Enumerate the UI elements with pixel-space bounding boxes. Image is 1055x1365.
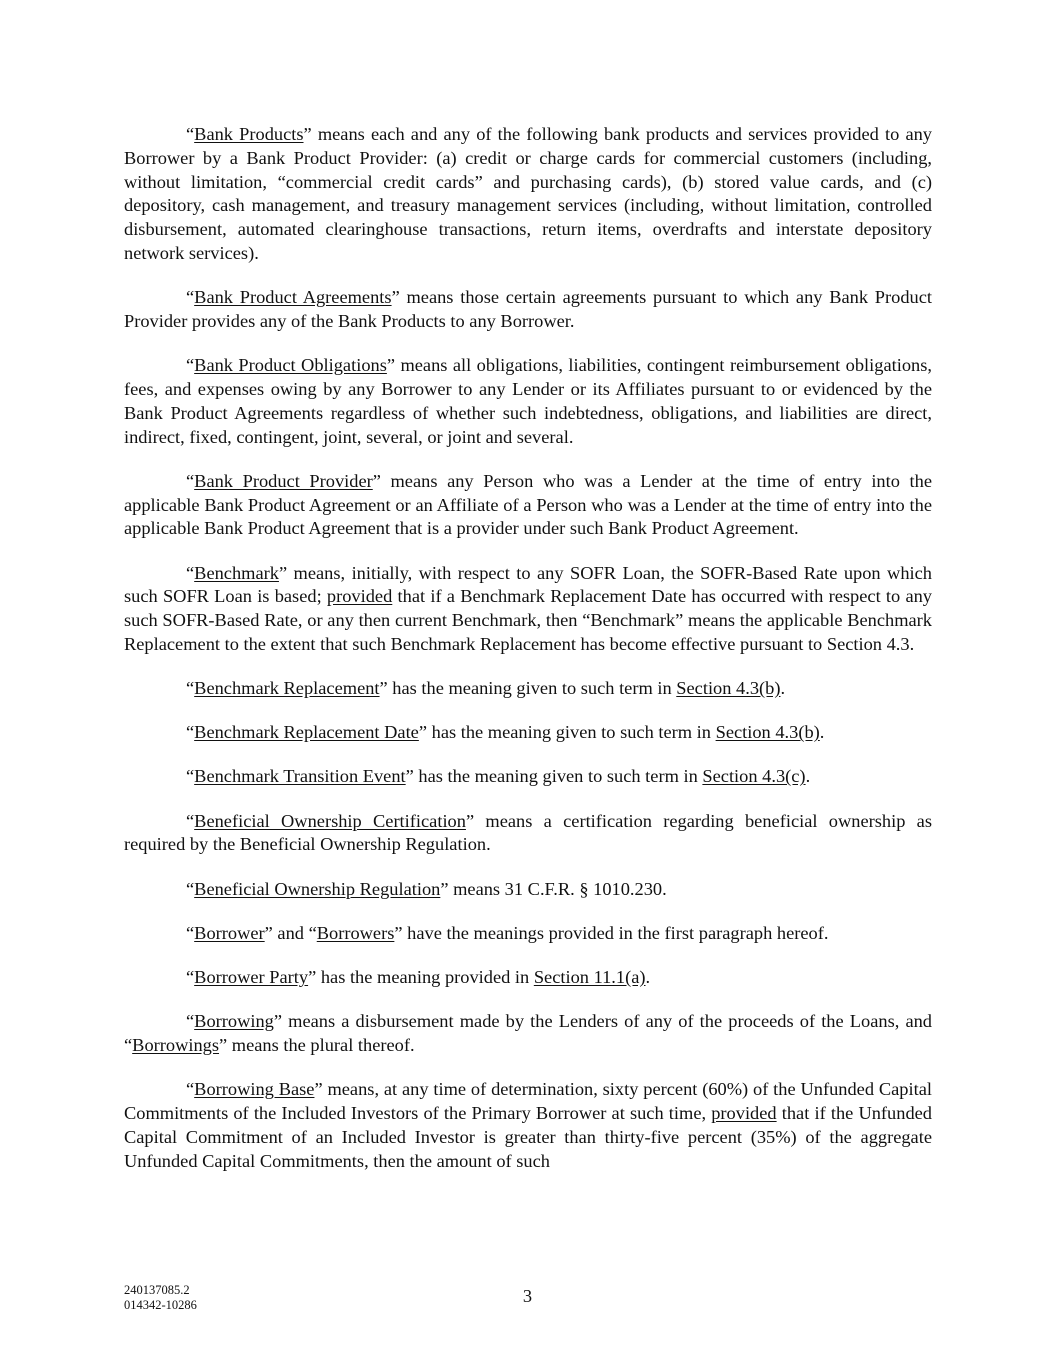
definition-beneficial-ownership-certification: “Beneficial Ownership Certification” means a certification regarding beneficial ownership as required by the Beneficial Ownership Regulation.	[124, 810, 932, 855]
page-number: 3	[522, 1286, 533, 1306]
definitions-section	[124, 123, 932, 1194]
defined-term: Beneficial Ownership Regulation	[194, 878, 441, 899]
definition-borrower: “Borrower” and “Borrowers” have the meanings provided in the first paragraph hereof.	[186, 922, 829, 943]
definition-benchmark-replacement: “Benchmark Replacement” has the meaning given to such term in Section 4.3(b).	[186, 678, 786, 699]
defined-term: Borrowing	[194, 1011, 274, 1032]
definition-bank-product-agreements: “Bank Product Agreements” means those certain agreements pursuant to which any Bank Product Provider provides any of the Bank Products to any Borrower.	[124, 287, 932, 331]
defined-term: Bank Product Agreements	[194, 287, 392, 308]
definition-benchmark: “Benchmark” means, initially, with respect to any SOFR Loan, the SOFR-Based Rate upon which such SOFR Loan is based; provided that if a Benchmark Replacement Date has occurred with respect to any such SOFR-Based Rate, or any then current Benchmark, then “Benchmark” means the applicable Benchmark Replacement to the extent that such Benchmark Replacement has become effective pursuant to Section 4.3.	[124, 562, 932, 654]
defined-term: Borrowings	[132, 1035, 220, 1055]
defined-term: Borrowers	[316, 922, 395, 943]
defined-term: Benchmark Transition Event	[194, 766, 406, 787]
definition-benchmark-transition-event: “Benchmark Transition Event” has the meaning given to such term in Section 4.3(c).	[186, 766, 811, 787]
definition-beneficial-ownership-regulation: “Beneficial Ownership Regulation” means 31 C.F.R. § 1010.230.	[186, 878, 667, 899]
defined-term: Borrower	[194, 922, 265, 943]
defined-term: Bank Products	[194, 124, 304, 144]
section-reference: Section 4.3(b)	[676, 678, 781, 699]
definition-borrowing: “Borrowing” means a disbursement made by the Lenders of any of the proceeds of the Loans, and “Borrowings” means the plural thereof.	[124, 1011, 932, 1055]
doc-number: 240137085.2	[124, 1283, 190, 1297]
definition-benchmark-replacement-date: “Benchmark Replacement Date” has the meaning given to such term in Section 4.3(b).	[186, 722, 825, 743]
defined-term: Beneficial Ownership Certification	[194, 810, 466, 831]
defined-term: Borrowing Base	[194, 1079, 315, 1100]
defined-term: Benchmark Replacement Date	[194, 722, 419, 743]
section-reference: Section 4.3(b)	[715, 722, 820, 743]
definition-borrowing-base: “Borrowing Base” means, at any time of determination, sixty percent (60%) of the Unfunded Capital Commitments of the Included Investors of the Primary Borrower at such time, provided that if the Unfunded Capital Commitment of an Included Investor is greater than thirty-five percent (35%) of the aggregate Unfunded Capital Commitments, then the amount of such	[124, 1079, 932, 1171]
provided-keyword: provided	[711, 1102, 777, 1123]
defined-term: Bank Product Obligations	[194, 355, 387, 376]
section-reference: Section 4.3(c)	[702, 766, 806, 787]
defined-term: Benchmark Replacement	[194, 678, 380, 699]
provided-keyword: provided	[326, 586, 393, 607]
matter-number: 014342-10286	[124, 1298, 197, 1312]
defined-term: Bank Product Provider	[194, 470, 373, 491]
definition-bank-product-obligations: “Bank Product Obligations” means all obligations, liabilities, contingent reimbursement obligations, fees, and expenses owing by any Borrower to any Lender or its Affiliates pursuant to or evidenced by the Bank Product Agreements regardless of whether such indebtedness, obligations, and liabilities are direct, indirect, fixed, contingent, joint, several, or joint and several.	[124, 355, 933, 447]
definition-borrower-party: “Borrower Party” has the meaning provided in Section 11.1(a).	[186, 967, 651, 988]
section-reference: Section 11.1(a)	[533, 967, 646, 988]
defined-term: Borrower Party	[194, 967, 309, 988]
defined-term: Benchmark	[194, 562, 279, 583]
definition-bank-product-provider: “Bank Product Provider” means any Person who was a Lender at the time of entry into the applicable Bank Product Agreement or an Affiliate of a Person who was a Lender at the time of entry into the applicable Bank Product Agreement that is a provider under such Bank Product Agreement.	[124, 470, 932, 539]
definition-bank-products: “Bank Products” means each and any of the following bank products and services provided to any Borrower by a Bank Product Provider: (a) credit or charge cards for commercial customers (including, without limitation, “commercial credit cards” and purchasing cards), (b) stored value cards, and (c) depository, cash management, and treasury management services (including, without limitation, controlled disbursement, automated clearinghouse transactions, return items, overdrafts and interstate depository network services).	[124, 124, 932, 263]
